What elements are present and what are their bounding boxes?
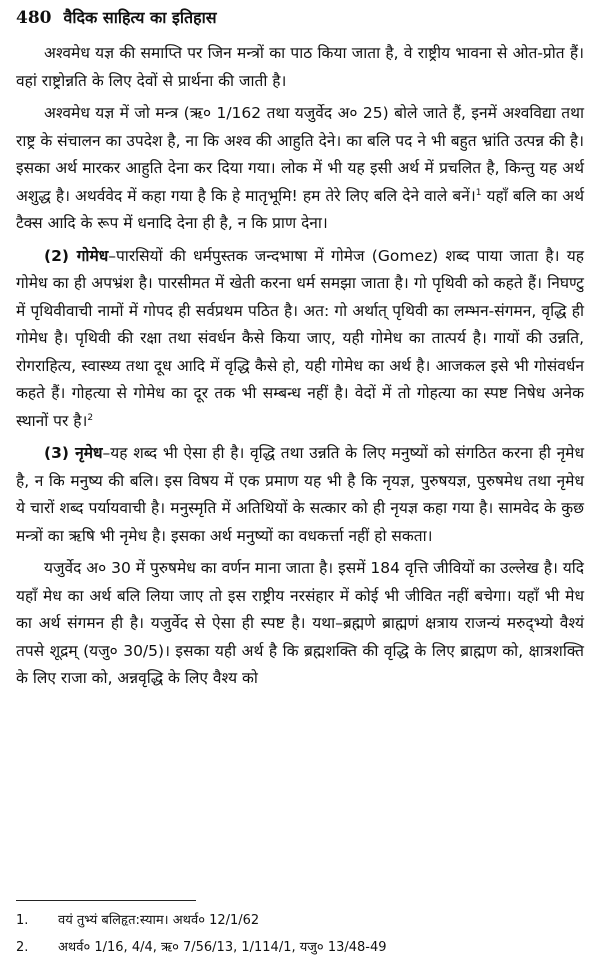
section-heading-gomedh: (2) गोमेध xyxy=(44,246,109,265)
paragraph-2: अश्वमेध यज्ञ में जो मन्त्र (ऋ० 1/162 तथा यजुर्वेद अ० 25) बोले जाते हैं, इनमें अश्वविद्या तथा राष्ट्र के संचालन का उपदेश है, ना कि अश्व की आहुति देने। का बलि पद ने भी बहुत भ्रांति उत्पन्न की है। इसका अर्थ मारकर आहुति देना कर दिया गया। लोक में भी यह इसी अर्थ में प्रचलित है, किन्तु यह अर्थ अशुद्ध है। अथर्ववेद में कहा गया है कि हे मातृभूमि! हम तेरे लिए बलि देने वाले बनें।$^1$ यहाँ बलि का अर्थ टैक्स आदि के रूप में धनादि देना ही है, न कि प्राण देना। xyxy=(16,104,585,232)
paragraph-nrimedh: (3) नृमेध–यह शब्द भी ऐसा ही है। वृद्धि तथा उन्नति के लिए मनुष्यों को संगठित करना ही नृमेध है, न कि मनुष्य की बलि। इस विषय में एक प्रमाण यह भी है कि नृयज्ञ, पुरुषयज्ञ, पुरुषमेध तथा नृमेध ये चारों शब्द पर्यायवाची है। मनुस्मृति में अतिथियों के सत्कार को ही नृयज्ञ कहा गया है। सामवेद के कुछ मन्त्रों का ऋषि भी नृमेध है। इसका अर्थ मनुष्यों का वधकर्त्ता नहीं हो सकता। xyxy=(16,444,584,545)
running-title: वैदिक साहित्य का इतिहास xyxy=(63,8,217,27)
page-header xyxy=(16,6,584,40)
paragraph-purushmedh: यजुर्वेद अ० 30 में पुरुषमेध का वर्णन माना जाता है। इसमें 184 वृत्ति जीवियों का उल्लेख है। यदि यहाँ मेध का अर्थ बलि लिया जाए तो इस राष्ट्रीय नरसंहार में कोई भी जीवित नहीं बचेगा। यहाँ भी मेध का अर्थ संगमन ही है। यजुर्वेद से ऐसा ही स्पष्ट है। यथा–ब्रह्मणे ब्राह्मणं क्षत्राय राजन्यं मरुद्भ्यो वैश्यं तपसे शूद्रम् (यजु० 30/5)। इसका यही अर्थ है कि ब्रह्मशक्ति की वृद्धि के लिए ब्राह्मण को, क्षात्रशक्ति के लिए राजा को, अन्नवृद्धि के लिए वैश्य को xyxy=(16,559,584,687)
footnote-divider xyxy=(16,900,196,901)
footnote-2: 2. अथर्व० 1/16, 4/4, ऋ० 7/56/13, 1/114/1, यजु० 13/48-49 xyxy=(16,940,387,955)
paragraph-1: अश्वमेध यज्ञ की समाप्ति पर जिन मन्त्रों का पाठ किया जाता है, वे राष्ट्रीय भावना से ओत-प्रोत हैं। वहां राष्ट्रोन्नति के लिए देवों से प्रार्थना की जाती है। xyxy=(16,44,584,90)
paragraph-gomedh: (2) गोमेध–पारसियों की धर्मपुस्तक जन्दभाषा में गोमेज (Gomez) शब्द पाया जाता है। यह गोमेध का ही अपभ्रंश है। पारसीमत में खेती करना धर्म समझा जाता है। गो पृथिवी को कहते हैं। निघण्टु में पृथिवीवाची नामों में गोपद ही सर्वप्रथम पठित है। अत: गो अर्थात् पृथिवी का लम्भन-संगमन, वृद्धि ही गोमेध है। पृथिवी की रक्षा तथा संवर्धन कैसे किया जाए, यही गोमेध का तात्पर्य है। गायों की उन्नति, रोगराहित्य, स्वास्थ्य तथा दूध आदि में वृद्धि कैसे हो, यही गोमेध का अर्थ है। आजकल इसे भी गोसंवर्धन कहते हैं। गोहत्या से गोमेध का दूर तक भी सम्बन्ध नहीं है। वेदों में तो गोहत्या का स्पष्ट निषेध अनेक स्थानों पर है।$^2$ xyxy=(16,246,584,430)
footnote-ref-2: 2 xyxy=(87,412,94,423)
footnotes xyxy=(16,900,584,961)
section-heading-nrimedh: (3) नृमेध xyxy=(44,444,103,462)
page-number: 480 xyxy=(16,8,52,28)
footnote-1: 1. वयं तुभ्यं बलिहृत:स्याम। अथर्व० 12/1/62 xyxy=(16,913,260,928)
footnote-ref-1: 1 xyxy=(475,187,482,198)
